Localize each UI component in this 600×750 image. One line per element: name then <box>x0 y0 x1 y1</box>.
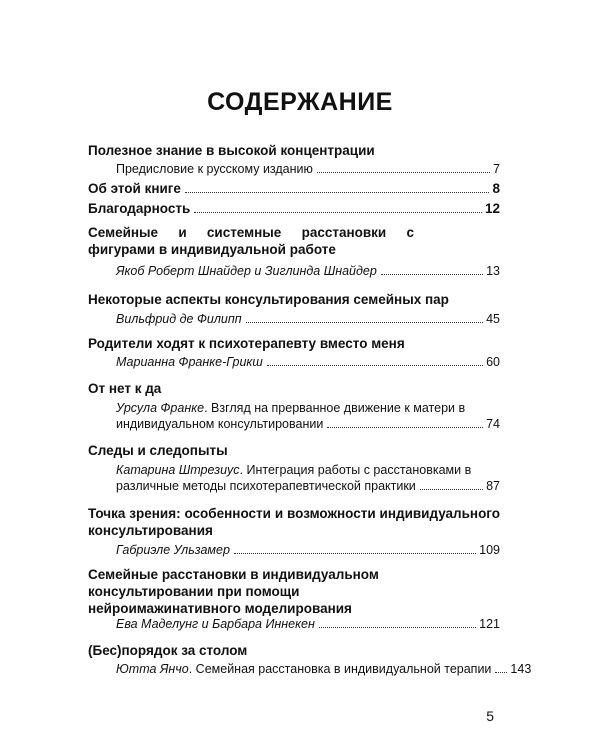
toc-row <box>116 162 500 176</box>
toc-row <box>116 617 500 631</box>
dot-leader <box>185 192 490 193</box>
author-name: Ютта Янчо <box>116 662 189 676</box>
author-name: Катарина Штрезиус <box>116 463 240 477</box>
toc-row <box>116 479 500 493</box>
author-name: Марианна Франке-Грикш <box>116 355 263 369</box>
entry-description <box>116 462 500 479</box>
dot-leader <box>420 489 483 490</box>
dot-leader <box>246 322 483 323</box>
section-heading: Следы и следопыты <box>88 443 228 458</box>
section-heading: (Бес)порядок за столом <box>88 643 248 658</box>
toc-row <box>116 417 500 431</box>
dot-leader <box>267 365 483 366</box>
toc-row <box>88 201 500 216</box>
section-heading <box>88 224 414 258</box>
dot-leader <box>234 553 476 554</box>
toc-row <box>116 543 500 557</box>
page-ref: 7 <box>493 162 500 176</box>
page-ref: 87 <box>486 479 500 493</box>
author-name: Габриэле Ульзамер <box>116 543 230 557</box>
page-title: СОДЕРЖАНИЕ <box>207 88 393 116</box>
toc-row <box>116 264 500 278</box>
entry-description <box>116 400 500 417</box>
page-ref: 45 <box>486 312 500 326</box>
author-name: Вильфрид де Филипп <box>116 312 242 326</box>
dot-leader <box>381 274 483 275</box>
section-heading: Семейные расстановки в индивидуальном консультировании при помощи нейроимажинативного моделирования <box>88 567 379 616</box>
page-ref: 74 <box>486 417 500 431</box>
entry-title-continued: различные методы психотерапевтической практики <box>116 479 416 493</box>
dot-leader <box>194 212 482 213</box>
section-heading-text: Семейные и системные расстановки с фигурами в индивидуальной работе <box>88 225 414 257</box>
dot-leader <box>319 627 476 628</box>
dot-leader <box>327 427 483 428</box>
entry-title-text: . Семейная расстановка в индивидуальной терапии <box>188 662 492 676</box>
entry-title: Благодарность <box>88 201 191 216</box>
author-name: Якоб Роберт Шнайдер и Зиглинда Шнайдер <box>116 264 377 278</box>
page-ref: 109 <box>479 543 500 557</box>
section-heading: Родители ходят к психотерапевту вместо меня <box>88 336 405 351</box>
entry-title: Об этой книге <box>88 181 181 196</box>
entry-title <box>116 662 491 676</box>
toc-row <box>116 662 532 676</box>
toc-row <box>116 312 500 326</box>
entry-title-continued: индивидуальном консультировании <box>116 417 324 431</box>
section-heading: От нет к да <box>88 381 162 396</box>
page-ref: 143 <box>510 662 532 676</box>
page-number: 5 <box>486 708 494 724</box>
section-heading: Точка зрения: особенности и возможности индивидуального консультирования <box>88 506 500 538</box>
toc-row <box>116 355 500 369</box>
dot-leader <box>317 172 490 173</box>
page-ref: 60 <box>486 355 500 369</box>
entry-title: . Интеграция работы с расстановками в <box>239 463 472 477</box>
page-ref: 8 <box>492 181 500 196</box>
section-heading: Некоторые аспекты консультирования семейных пар <box>88 292 449 307</box>
dot-leader <box>495 672 507 673</box>
entry-title: . Взгляд на прерванное движение к матери в <box>204 401 466 415</box>
entry-title: Предисловие к русскому изданию <box>116 162 313 176</box>
section-heading: Полезное знание в высокой концентрации <box>88 143 375 158</box>
toc-row <box>88 181 500 196</box>
page-ref: 12 <box>484 201 500 216</box>
page-ref: 13 <box>486 264 500 278</box>
author-name: Урсула Франке <box>116 401 205 415</box>
page-ref: 121 <box>479 617 500 631</box>
author-name: Ева Маделунг и Барбара Иннекен <box>116 617 315 631</box>
